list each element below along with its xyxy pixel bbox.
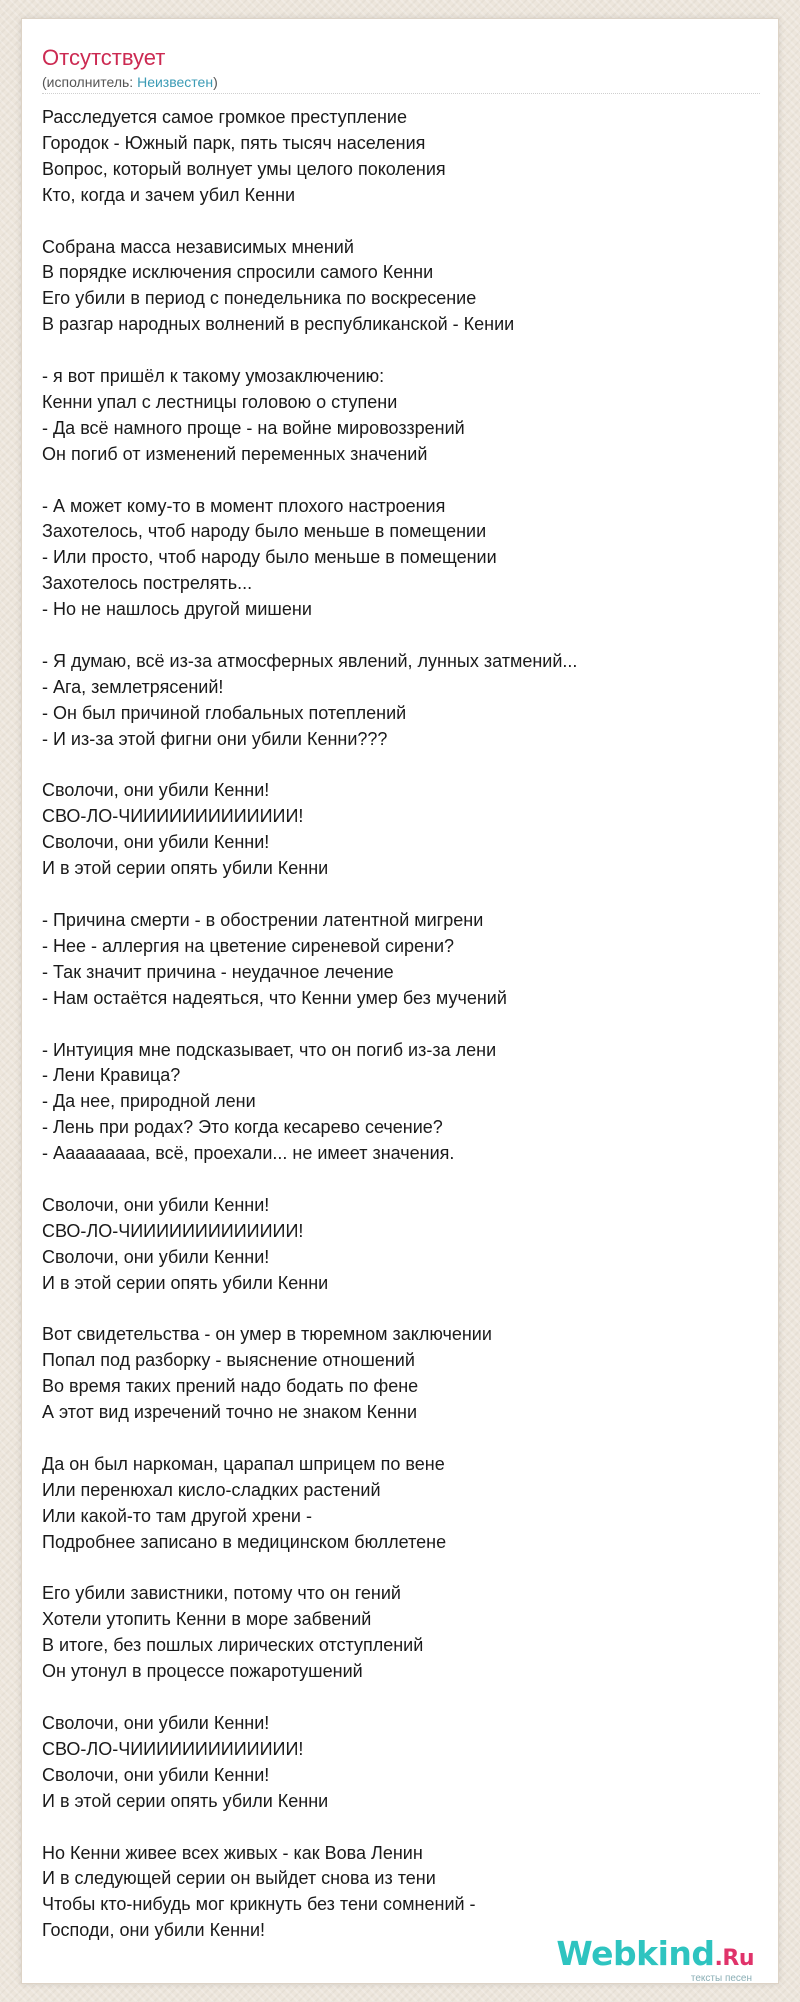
stanza-gap [42, 1297, 742, 1323]
lyric-line: - Нее - аллергия на цветение сиреневой сирени? [42, 935, 455, 956]
stanza-gap [42, 1012, 742, 1038]
lyric-line: Его убили в период с понедельника по воскресение [42, 288, 477, 309]
lyric-line: Сволочи, они убили Кенни! [42, 780, 270, 801]
performer-suffix: ) [213, 74, 218, 90]
stanza-gap [42, 753, 742, 779]
performer-prefix: (исполнитель: [42, 74, 138, 90]
lyric-line: - Лени Кравица? [42, 1065, 181, 1086]
lyric-line: Захотелось пострелять... [42, 573, 253, 594]
stanza-gap [42, 1815, 742, 1841]
lyric-line: - я вот пришёл к такому умозаключению: [42, 366, 385, 387]
lyric-line: Его убили завистники, потому что он гений [42, 1583, 401, 1604]
brand-name [556, 1934, 754, 1976]
performer-line [42, 73, 218, 91]
lyric-line: Кто, когда и зачем убил Кенни [42, 184, 296, 205]
lyric-line: Сволочи, они убили Кенни! [42, 832, 270, 853]
lyric-line: Господи, они убили Кенни! [42, 1920, 266, 1941]
lyric-line: - Ага, землетрясений! [42, 676, 224, 697]
lyric-line: И в этой серии опять убили Кенни [42, 1272, 329, 1293]
lyric-line: Попал под разборку - выяснение отношений [42, 1350, 415, 1371]
lyric-line: В разгар народных волнений в республиканской - Кении [42, 314, 515, 335]
lyric-line: В итоге, без пошлых лирических отступлений [42, 1635, 424, 1656]
lyric-line: Сволочи, они убили Кенни! [42, 1713, 270, 1733]
lyric-line: - Или просто, чтоб народу было меньше в помещении [42, 547, 497, 568]
stanza-gap [42, 623, 742, 649]
lyric-line: Но Кенни живее всех живых - как Вова Ленин [42, 1842, 423, 1863]
lyric-line: Городок - Южный парк, пять тысяч населения [42, 132, 426, 153]
song-title: Отсутствует [42, 45, 166, 70]
lyric-line: Он погиб от изменений переменных значений [42, 443, 428, 464]
lyric-line: Во время таких прений надо бодать по фене [42, 1376, 419, 1397]
lyric-line: - Но не нашлось другой мишени [42, 599, 312, 620]
lyric-line: СВО-ЛО-ЧИИИИИИИИИИИИИ! [42, 806, 304, 827]
lyric-line: - И из-за этой фигни они убили Кенни??? [42, 728, 388, 749]
lyric-line: Или перенюхал кисло-сладких растений [42, 1479, 381, 1500]
stanza-gap [42, 1167, 742, 1193]
lyric-line: - Я думаю, всё из-за атмосферных явлений, лунных затмений... [42, 650, 578, 671]
lyric-line: И в этой серии опять убили Кенни [42, 858, 329, 879]
lyric-line: - Нам остаётся надеяться, что Кенни умер без мучений [42, 987, 507, 1008]
title-divider [42, 93, 760, 94]
lyric-line: Вот свидетельства - он умер в тюремном заключении [42, 1324, 492, 1345]
lyric-line: И в следующей серии он выйдет снова из тени [42, 1868, 436, 1889]
stanza-gap [42, 882, 742, 908]
performer-link[interactable]: Неизвестен [137, 74, 214, 90]
lyric-line: Расследуется самое громкое преступление [42, 107, 407, 127]
stanza-gap [42, 468, 742, 494]
brand-main-text: Webkind [556, 1934, 715, 1973]
stanza-gap [42, 1556, 742, 1582]
lyric-line: Кенни упал с лестницы головою о ступени [42, 391, 398, 412]
lyric-line: - Интуиция мне подсказывает, что он погиб из-за лени [42, 1039, 497, 1060]
lyric-line: - Да нее, природной лени [42, 1091, 256, 1112]
stanza-gap [42, 1685, 742, 1711]
lyric-line: - Да всё намного проще - на войне мировоззрений [42, 417, 465, 438]
lyric-line: Сволочи, они убили Кенни! [42, 1194, 270, 1215]
lyric-line: - Он был причиной глобальных потеплений [42, 702, 407, 723]
lyric-line: Вопрос, который волнует умы целого поколения [42, 158, 446, 179]
lyric-line: Хотели утопить Кенни в море забвений [42, 1609, 372, 1630]
site-logo[interactable] [556, 1934, 754, 1984]
brand-tld-text: .Ru [714, 1946, 754, 1971]
lyric-line: Захотелось, чтоб народу было меньше в помещении [42, 521, 487, 542]
lyric-line: - Так значит причина - неудачное лечение [42, 961, 394, 982]
lyric-line: Подробнее записано в медицинском бюллетене [42, 1531, 447, 1552]
lyric-line: Он утонул в процессе пожаротушений [42, 1661, 363, 1682]
lyric-line: Сволочи, они убили Кенни! [42, 1764, 270, 1785]
lyrics-card [21, 18, 779, 1984]
lyric-line: - Ааааааааа, всё, проехали... не имеет значения. [42, 1143, 455, 1164]
lyric-line: В порядке исключения спросили самого Кенни [42, 262, 434, 283]
lyric-line: - Лень при родах? Это когда кесарево сечение? [42, 1117, 443, 1138]
lyric-line: Чтобы кто-нибудь мог крикнуть без тени сомнений - [42, 1894, 476, 1915]
lyric-line: СВО-ЛО-ЧИИИИИИИИИИИИИ! [42, 1738, 304, 1759]
lyric-line: Собрана масса независимых мнений [42, 236, 354, 257]
stanza-gap [42, 1426, 742, 1452]
lyric-line: А этот вид изречений точно не знаком Кенни [42, 1402, 418, 1423]
lyrics-body [42, 105, 742, 1944]
lyric-line: - Причина смерти - в обострении латентной мигрени [42, 910, 484, 930]
lyric-line: И в этой серии опять убили Кенни [42, 1790, 329, 1811]
stanza-gap [42, 209, 742, 235]
stanza-gap [42, 338, 742, 364]
lyric-line: Сволочи, они убили Кенни! [42, 1246, 270, 1267]
lyric-line: Да он был наркоман, царапал шприцем по вене [42, 1453, 445, 1474]
lyric-line: - А может кому-то в момент плохого настроения [42, 495, 446, 516]
lyric-line: Или какой-то там другой хрени - [42, 1505, 312, 1526]
lyric-line: СВО-ЛО-ЧИИИИИИИИИИИИИ! [42, 1220, 304, 1241]
brand-tagline: тексты песен [690, 1973, 752, 1984]
